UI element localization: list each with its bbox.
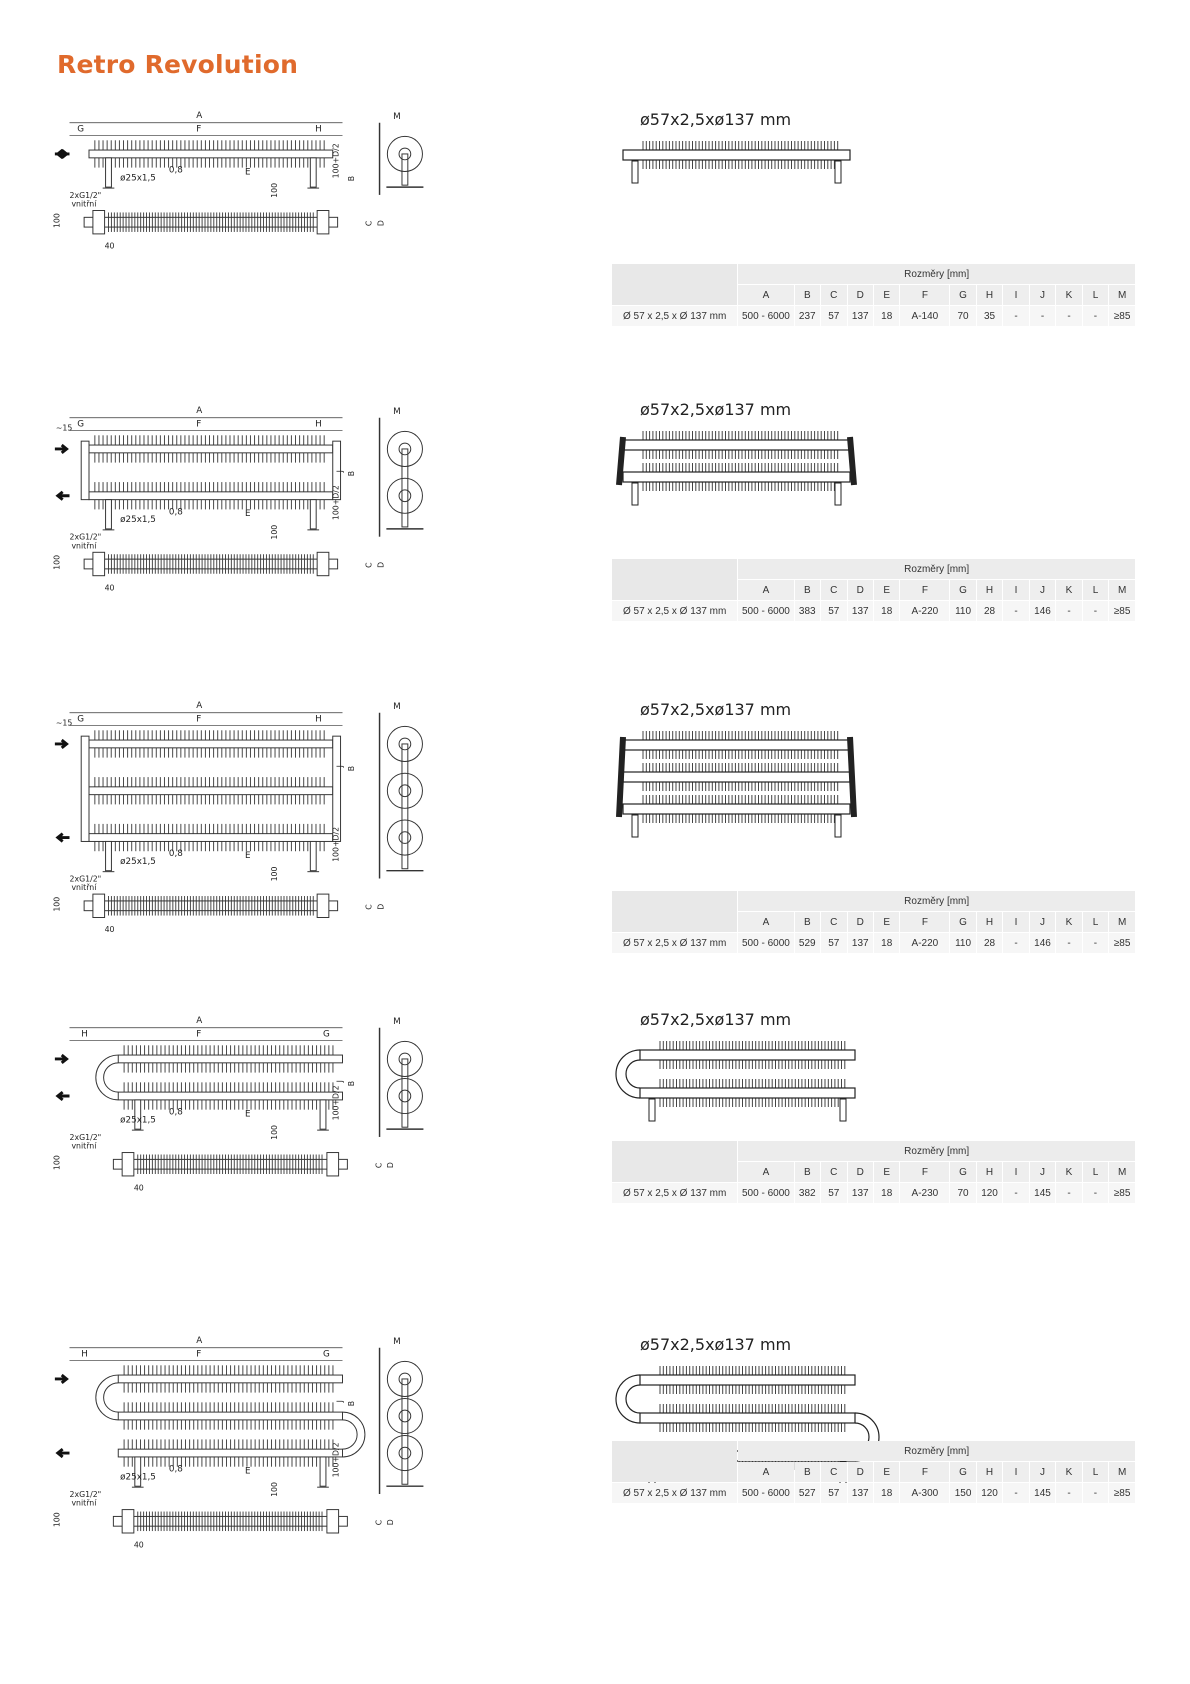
table-cell: 500 - 6000 (738, 1183, 793, 1203)
table-cell: 150 (950, 1483, 975, 1503)
leg-label: 100 (270, 1482, 280, 1497)
table-column-header: D (848, 580, 873, 600)
product-illustration (616, 1041, 855, 1121)
table-cell: - (1056, 1483, 1081, 1503)
dim-d-label: D (376, 903, 386, 910)
product-size-title: ø57x2,5xø137 mm (640, 700, 792, 719)
table-column-header: M (1109, 285, 1135, 305)
table-column-header: C (821, 1162, 846, 1182)
table-cell: 137 (848, 933, 873, 953)
table-cell: 500 - 6000 (738, 1483, 793, 1503)
table-column-header: L (1083, 1162, 1108, 1182)
dim-margin-label: ~15 (55, 718, 73, 728)
table-column-header: M (1109, 580, 1135, 600)
dim-c-label: C (364, 562, 374, 568)
table-column-header: C (821, 285, 846, 305)
table-group-header: Rozměry [mm] (738, 264, 1135, 284)
technical-drawing (53, 111, 424, 251)
table-column-header: D (848, 285, 873, 305)
plan-offset-label: 40 (104, 583, 115, 593)
dim-f-label: F (196, 124, 202, 135)
table-cell: 18 (874, 933, 899, 953)
dim-b-label: B (347, 175, 357, 182)
dim-b-label: B (347, 470, 357, 477)
technical-drawing (53, 1336, 424, 1550)
dimensions-table (611, 263, 1136, 327)
table-row (612, 306, 1135, 326)
table-column-header: E (874, 1462, 899, 1482)
product-section (0, 100, 1190, 370)
product-size-title: ø57x2,5xø137 mm (640, 1010, 792, 1029)
table-column-header: A (738, 1162, 793, 1182)
table-cell: A-300 (900, 1483, 949, 1503)
dim-h-label: H (315, 419, 322, 430)
table-column-header: H (977, 1162, 1002, 1182)
table-row (612, 933, 1135, 953)
table-model-cell: Ø 57 x 2,5 x Ø 137 mm (612, 933, 737, 953)
table-cell: 500 - 6000 (738, 306, 793, 326)
table-cell: 28 (977, 933, 1002, 953)
table-cell: 57 (821, 1483, 846, 1503)
product-image (605, 135, 885, 265)
product-size-title: ø57x2,5xø137 mm (640, 400, 792, 419)
table-column-header: K (1056, 285, 1081, 305)
table-corner (612, 1441, 737, 1482)
table-group-header: Rozměry [mm] (738, 559, 1135, 579)
table-column-header: C (821, 580, 846, 600)
table-column-header: C (821, 1462, 846, 1482)
fin-label: ø25x1,5 (120, 173, 156, 184)
dim-g-label: G (77, 714, 85, 725)
dim-g-label: G (322, 1029, 330, 1040)
d2-label: 100+D/2 (331, 1085, 341, 1121)
table-cell: - (1003, 933, 1028, 953)
product-illustration (619, 731, 854, 837)
table-cell: 57 (821, 306, 846, 326)
table-column-header: F (900, 1462, 949, 1482)
dimensions-table (611, 558, 1136, 622)
dimensions-table (611, 1140, 1136, 1204)
table-cell: 110 (950, 601, 975, 621)
table-cell: 18 (874, 1183, 899, 1203)
table-cell: - (1056, 306, 1081, 326)
table-column-header: G (950, 912, 975, 932)
dim-d-label: D (376, 220, 386, 227)
table-cell: - (1003, 1483, 1028, 1503)
fin-label: ø25x1,5 (120, 856, 156, 867)
table-column-header: H (977, 285, 1002, 305)
table-column-header: E (874, 912, 899, 932)
table-column-header: C (821, 912, 846, 932)
table-column-header: B (795, 912, 820, 932)
table-column-header: L (1083, 285, 1108, 305)
table-cell: 137 (848, 306, 873, 326)
dim-e-label: E (244, 509, 251, 520)
table-cell: 137 (848, 601, 873, 621)
table-column-header: F (900, 285, 949, 305)
dimensions-table (611, 1440, 1136, 1504)
fin-label: ø25x1,5 (120, 515, 156, 526)
table-column-header: M (1109, 1462, 1135, 1482)
table-cell: - (1083, 1483, 1108, 1503)
table-cell: - (1083, 1183, 1108, 1203)
d2-label: 100+D/2 (331, 485, 341, 521)
dim-d-label: D (376, 561, 386, 568)
technical-drawing-svg (50, 690, 440, 950)
product-section (0, 1005, 1190, 1275)
connection-note: vnitřní (71, 1141, 97, 1151)
fin-label: ø25x1,5 (120, 1472, 156, 1483)
table-column-header: I (1003, 912, 1028, 932)
dim-h-label: H (81, 1029, 88, 1040)
table-column-header: F (900, 580, 949, 600)
product-section (0, 395, 1190, 665)
dim-m-label: M (393, 1016, 401, 1027)
table-column-header: E (874, 580, 899, 600)
connection-note: vnitřní (71, 541, 97, 551)
table-model-cell: Ø 57 x 2,5 x Ø 137 mm (612, 601, 737, 621)
table-cell: 57 (821, 933, 846, 953)
table-column-header: I (1003, 580, 1028, 600)
dim-a-label: A (196, 405, 203, 416)
table-column-header: I (1003, 1462, 1028, 1482)
table-cell: 18 (874, 306, 899, 326)
pitch-label: 0,8 (168, 165, 183, 176)
table-cell: - (1083, 933, 1108, 953)
table-group-header: Rozměry [mm] (738, 891, 1135, 911)
plan-side-label: 100 (52, 554, 62, 570)
connection-label: 2xG1/2" (69, 874, 102, 884)
table-model-cell: Ø 57 x 2,5 x Ø 137 mm (612, 306, 737, 326)
table-column-header: H (977, 912, 1002, 932)
table-cell: 70 (950, 306, 975, 326)
table-cell: - (1083, 306, 1108, 326)
table-group-header: Rozměry [mm] (738, 1141, 1135, 1161)
table-cell: A-230 (900, 1183, 949, 1203)
table-column-header: I (1003, 285, 1028, 305)
table-cell: 70 (950, 1183, 975, 1203)
table-cell: 18 (874, 1483, 899, 1503)
table-corner (612, 891, 737, 932)
dim-e-label: E (244, 851, 251, 862)
dim-e-label: E (244, 1109, 251, 1120)
table-column-header: F (900, 912, 949, 932)
table-cell: A-140 (900, 306, 949, 326)
dim-a-label: A (196, 1015, 203, 1026)
table-group-header: Rozměry [mm] (738, 1441, 1135, 1461)
dim-f-label: F (196, 419, 202, 430)
leg-label: 100 (270, 866, 280, 882)
table-column-header: M (1109, 912, 1135, 932)
product-section (0, 690, 1190, 960)
table-cell: - (1030, 306, 1055, 326)
table-column-header: D (848, 1162, 873, 1182)
dim-d-label: D (386, 1519, 396, 1526)
table-column-header: A (738, 285, 793, 305)
table-cell: - (1056, 1183, 1081, 1203)
table-cell: 382 (795, 1183, 820, 1203)
dim-g-label: G (322, 1349, 330, 1360)
table-column-header: D (848, 912, 873, 932)
table-cell: 145 (1030, 1183, 1055, 1203)
fin-label: ø25x1,5 (120, 1115, 156, 1126)
table-cell: 18 (874, 601, 899, 621)
dim-j-label: J (335, 1400, 345, 1403)
table-cell: A-220 (900, 601, 949, 621)
table-row (612, 601, 1135, 621)
connection-note: vnitřní (71, 199, 97, 209)
table-cell: - (1003, 601, 1028, 621)
dim-c-label: C (364, 904, 374, 910)
dim-h-label: H (81, 1349, 88, 1360)
dim-d-label: D (386, 1162, 396, 1169)
table-column-header: H (977, 580, 1002, 600)
table-column-header: B (795, 580, 820, 600)
leg-label: 100 (270, 524, 280, 540)
table-cell: ≥85 (1109, 1183, 1135, 1203)
table-cell: 145 (1030, 1483, 1055, 1503)
table-cell: 146 (1030, 933, 1055, 953)
table-column-header: K (1056, 1162, 1081, 1182)
table-corner (612, 264, 737, 305)
dim-b-label: B (347, 765, 357, 772)
dim-m-label: M (393, 1336, 401, 1347)
table-column-header: G (950, 1162, 975, 1182)
connection-note: vnitřní (71, 1498, 97, 1508)
table-cell: ≥85 (1109, 601, 1135, 621)
table-cell: - (1083, 601, 1108, 621)
table-column-header: I (1003, 1162, 1028, 1182)
table-cell: 137 (848, 1183, 873, 1203)
plan-side-label: 100 (52, 1512, 62, 1528)
table-column-header: H (977, 1462, 1002, 1482)
table-column-header: J (1030, 1162, 1055, 1182)
plan-side-label: 100 (52, 896, 62, 912)
table-row (612, 1483, 1135, 1503)
technical-drawing (53, 701, 424, 934)
table-cell: - (1056, 933, 1081, 953)
connection-label: 2xG1/2" (69, 190, 102, 200)
dim-margin-label: ~15 (55, 423, 73, 433)
pitch-label: 0,8 (168, 1464, 183, 1475)
table-cell: 120 (977, 1183, 1002, 1203)
table-cell: - (1003, 1183, 1028, 1203)
dim-m-label: M (393, 701, 401, 712)
table-cell: 237 (795, 306, 820, 326)
dim-f-label: F (196, 1029, 202, 1040)
dim-m-label: M (393, 406, 401, 417)
table-column-header: K (1056, 912, 1081, 932)
table-column-header: B (795, 1162, 820, 1182)
leg-label: 100 (270, 182, 280, 198)
table-cell: 383 (795, 601, 820, 621)
connection-label: 2xG1/2" (69, 1489, 102, 1499)
leg-label: 100 (270, 1124, 280, 1140)
table-model-cell: Ø 57 x 2,5 x Ø 137 mm (612, 1183, 737, 1203)
table-column-header: J (1030, 285, 1055, 305)
table-column-header: G (950, 1462, 975, 1482)
table-cell: 57 (821, 1183, 846, 1203)
plan-offset-label: 40 (104, 925, 115, 935)
table-column-header: L (1083, 1462, 1108, 1482)
table-cell: - (1003, 306, 1028, 326)
plan-offset-label: 40 (104, 241, 115, 251)
plan-side-label: 100 (52, 1155, 62, 1171)
product-section (0, 1325, 1190, 1595)
product-size-title: ø57x2,5xø137 mm (640, 110, 792, 129)
table-column-header: L (1083, 580, 1108, 600)
product-illustration (623, 141, 850, 183)
dim-f-label: F (196, 1349, 202, 1360)
dim-b-label: B (347, 1080, 357, 1087)
dim-c-label: C (374, 1519, 384, 1526)
technical-drawing (53, 1016, 424, 1193)
dim-a-label: A (196, 700, 203, 711)
table-column-header: J (1030, 580, 1055, 600)
table-cell: 57 (821, 601, 846, 621)
table-cell: 35 (977, 306, 1002, 326)
table-cell: 500 - 6000 (738, 933, 793, 953)
dim-b-label: B (347, 1400, 357, 1407)
table-column-header: M (1109, 1162, 1135, 1182)
table-column-header: L (1083, 912, 1108, 932)
dim-e-label: E (244, 1466, 251, 1477)
product-image (605, 425, 885, 555)
pitch-label: 0,8 (168, 849, 183, 860)
pitch-label: 0,8 (168, 1107, 183, 1118)
d2-label: 100+D/2 (331, 1442, 341, 1478)
dim-c-label: C (364, 220, 374, 227)
table-column-header: E (874, 1162, 899, 1182)
table-column-header: B (795, 285, 820, 305)
dim-c-label: C (374, 1162, 384, 1169)
table-model-cell: Ø 57 x 2,5 x Ø 137 mm (612, 1483, 737, 1503)
technical-drawing (53, 406, 424, 592)
table-row (612, 1183, 1135, 1203)
dim-j-label: J (335, 470, 345, 473)
dimensions-table (611, 890, 1136, 954)
dim-j-label: J (335, 765, 345, 768)
technical-drawing-svg (50, 1005, 440, 1265)
d2-label: 100+D/2 (331, 143, 341, 179)
table-column-header: G (950, 285, 975, 305)
table-cell: 529 (795, 933, 820, 953)
table-cell: A-220 (900, 933, 949, 953)
dim-g-label: G (77, 124, 85, 135)
dim-f-label: F (196, 714, 202, 725)
table-cell: 120 (977, 1483, 1002, 1503)
dim-g-label: G (77, 419, 85, 430)
dim-e-label: E (244, 167, 251, 178)
table-column-header: G (950, 580, 975, 600)
table-column-header: A (738, 580, 793, 600)
table-cell: 28 (977, 601, 1002, 621)
connection-label: 2xG1/2" (69, 1132, 102, 1142)
connection-note: vnitřní (71, 883, 97, 893)
plan-offset-label: 40 (133, 1540, 144, 1550)
table-cell: - (1056, 601, 1081, 621)
plan-offset-label: 40 (133, 1183, 144, 1193)
table-column-header: J (1030, 1462, 1055, 1482)
table-column-header: B (795, 1462, 820, 1482)
dim-a-label: A (196, 110, 203, 121)
product-illustration (619, 431, 854, 505)
table-corner (612, 559, 737, 600)
table-cell: 146 (1030, 601, 1055, 621)
table-cell: 137 (848, 1483, 873, 1503)
plan-side-label: 100 (52, 213, 62, 229)
table-cell: 500 - 6000 (738, 601, 793, 621)
table-cell: 527 (795, 1483, 820, 1503)
table-column-header: K (1056, 580, 1081, 600)
table-column-header: K (1056, 1462, 1081, 1482)
technical-drawing-svg (50, 100, 440, 360)
table-corner (612, 1141, 737, 1182)
page-title: Retro Revolution (57, 50, 299, 79)
dim-h-label: H (315, 714, 322, 725)
table-cell: ≥85 (1109, 306, 1135, 326)
table-column-header: D (848, 1462, 873, 1482)
table-column-header: J (1030, 912, 1055, 932)
table-cell: ≥85 (1109, 933, 1135, 953)
product-image (605, 725, 885, 855)
dim-a-label: A (196, 1335, 203, 1346)
table-column-header: A (738, 1462, 793, 1482)
table-column-header: F (900, 1162, 949, 1182)
table-cell: ≥85 (1109, 1483, 1135, 1503)
table-column-header: A (738, 912, 793, 932)
dim-j-label: J (335, 1080, 345, 1083)
technical-drawing-svg (50, 1325, 440, 1585)
table-cell: 110 (950, 933, 975, 953)
pitch-label: 0,8 (168, 507, 183, 518)
product-size-title: ø57x2,5xø137 mm (640, 1335, 792, 1354)
connection-label: 2xG1/2" (69, 532, 102, 542)
dim-h-label: H (315, 124, 322, 135)
d2-label: 100+D/2 (331, 826, 341, 862)
dim-m-label: M (393, 111, 401, 122)
table-column-header: E (874, 285, 899, 305)
technical-drawing-svg (50, 395, 440, 655)
